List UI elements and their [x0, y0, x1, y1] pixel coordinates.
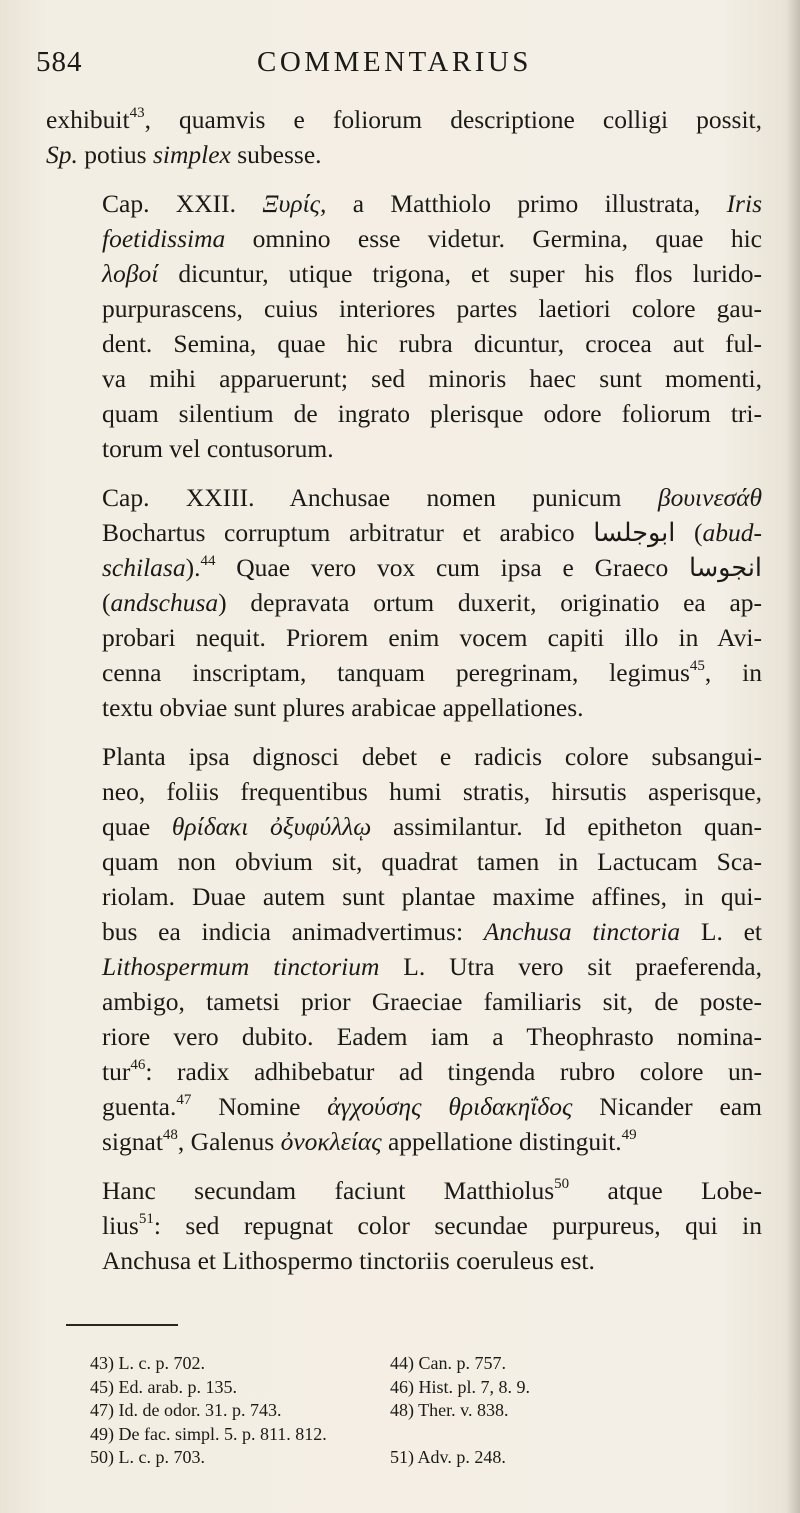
arabic-run: انجوسا: [689, 553, 762, 582]
greek-run: θρίδακι: [171, 812, 249, 841]
text-line: [46, 550, 762, 585]
footnote-row: [90, 1423, 750, 1447]
footnote: 48) Ther. v. 838.: [390, 1400, 509, 1420]
footnote: 51) Adv. p. 248.: [390, 1447, 506, 1467]
greek-run: θριδακηΐδος: [448, 1092, 573, 1121]
footnote-ref: 50: [554, 1176, 570, 1192]
text-line: [46, 102, 762, 137]
text-line: purpurascens, cuius interiores partes laetiori colore gau-: [102, 294, 762, 323]
text-line: dent. Semina, quae hic rubra dicuntur, crocea aut ful-: [102, 329, 762, 358]
footnote-ref: 49: [621, 1127, 637, 1143]
text-run: omnino esse videtur. Germina, quae hic: [225, 224, 762, 253]
text-line: riolam. Duae autem sunt plantae maxime affines, in qui-: [102, 882, 762, 911]
text-run: Quae vero vox cum ipsa e Graeco: [215, 553, 690, 582]
footnote-row: [90, 1399, 750, 1423]
text-run: Hanc secundam faciunt Matthiolus: [102, 1176, 555, 1205]
text-line: ambigo, tametsi prior Graeciae familiaris sit, de poste-: [102, 987, 762, 1016]
footnote-ref: 47: [176, 1092, 192, 1108]
text-run: (: [675, 518, 703, 547]
text-line: [46, 1054, 762, 1089]
text-run: Nomine: [191, 1092, 328, 1121]
text-line: [46, 949, 762, 984]
footnote: 43) L. c. p. 702.: [90, 1353, 205, 1373]
footnote: 47) Id. de odor. 31. p. 743.: [90, 1400, 282, 1420]
paragraph-planta: [46, 739, 762, 1159]
greek-run: βουινεσάθ: [657, 483, 762, 512]
italic-run: schilasa: [102, 553, 186, 582]
text-run: [421, 1092, 448, 1121]
text-line: [46, 1208, 762, 1243]
page-edge-shadow: [786, 0, 800, 1513]
page-number: 584: [36, 46, 83, 78]
footnote: 44) Can. p. 757.: [390, 1353, 506, 1373]
text-run: a Matthiolo primo illustrata,: [326, 189, 727, 218]
footnote-ref: 46: [130, 1057, 146, 1073]
text-line: textu obviae sunt plures arabicae appellationes.: [102, 693, 584, 722]
footnote: 50) L. c. p. 703.: [90, 1447, 205, 1467]
text-line: [46, 1089, 762, 1124]
italic-run: Iris: [726, 189, 762, 218]
footnote-row: [90, 1376, 750, 1400]
text-line: quam silentium de ingrato plerisque odore foliorum tri-: [102, 399, 762, 428]
text-line: [46, 221, 762, 256]
text-run: : radix adhibebatur ad tingenda rubro colore un-: [145, 1057, 762, 1086]
footnote-row: [90, 1446, 750, 1470]
italic-run: foetidissima: [102, 224, 226, 253]
text-run: guenta.: [102, 1092, 177, 1121]
text-line: [46, 1173, 762, 1208]
text-run: lius: [102, 1211, 139, 1240]
text-line: [46, 480, 762, 515]
text-run: ).: [185, 553, 201, 582]
text-run: Cap. XXIII. Anchusae nomen punicum: [102, 483, 658, 512]
text-line: torum vel contusorum.: [102, 434, 334, 463]
greek-run: Ξυρίς,: [262, 189, 327, 218]
text-line: quam non obvium sit, quadrat tamen in Lactucam Sca-: [102, 847, 762, 876]
footnotes: [90, 1352, 750, 1470]
footnote: 46) Hist. pl. 7, 8. 9.: [390, 1376, 531, 1397]
text-run: , quamvis e foliorum descriptione colligi possit,: [144, 105, 762, 134]
italic-run: Lithospermum tinctorium: [102, 952, 380, 981]
text-line: [46, 809, 762, 844]
italic-run: Sp.: [46, 140, 78, 169]
greek-run: ὀνοκλείας: [280, 1127, 382, 1156]
text-line: [46, 1124, 762, 1159]
text-line: Anchusa et Lithospermo tinctoriis coeruleus est.: [102, 1246, 595, 1275]
text-run: Cap. XXII.: [102, 189, 263, 218]
footnote: 45) Ed. arab. p. 135.: [90, 1376, 237, 1397]
paragraph-hanc: [46, 1173, 762, 1278]
text-run: potius: [77, 140, 153, 169]
text-run: assimilantur. Id epitheton quan-: [371, 812, 763, 841]
text-run: , Galenus: [177, 1127, 281, 1156]
text-run: L. et: [680, 917, 762, 946]
footnote-row: [90, 1352, 750, 1376]
text-line: [46, 655, 762, 690]
text-run: cenna inscriptam, tanquam peregrinam, legimus: [102, 658, 690, 687]
italic-run: andschusa: [110, 588, 219, 617]
text-run: , in: [704, 658, 762, 687]
text-run: exhibuit: [46, 105, 130, 134]
text-run: Bochartus corruptum arbitratur et arabico: [102, 518, 594, 547]
text-line: [46, 186, 762, 221]
footnote-separator: [66, 1324, 178, 1326]
italic-run: abud-: [702, 518, 762, 547]
text-run: tur: [102, 1057, 131, 1086]
body-text: [46, 102, 762, 1278]
text-run: appellatione distinguit.: [381, 1127, 622, 1156]
text-line: [46, 515, 762, 550]
arabic-run: ابوجلسا: [593, 518, 676, 547]
text-line: neo, foliis frequentibus humi stratis, hirsutis asperisque,: [102, 777, 762, 806]
text-line: Planta ipsa dignosci debet e radicis colore subsangui-: [102, 742, 762, 771]
greek-run: λοβοί: [102, 259, 159, 288]
footnote-ref: 44: [200, 553, 216, 569]
greek-run: ἀγχούσης: [327, 1092, 422, 1121]
text-run: subesse.: [230, 140, 322, 169]
footnote: 49) De fac. simpl. 5. p. 811. 812.: [90, 1423, 327, 1444]
text-line: [46, 914, 762, 949]
text-run: L. Utra vero sit praeferenda,: [379, 952, 762, 981]
text-line: [46, 137, 762, 172]
text-run: atque Lobe-: [569, 1176, 762, 1205]
paragraph-cap-xxiii: [46, 480, 762, 725]
running-head: COMMENTARIUS: [257, 46, 532, 78]
text-run: signat: [102, 1127, 163, 1156]
text-run: ) depravata ortum duxerit, originatio ea ap-: [218, 588, 762, 617]
footnote-ref: 43: [129, 105, 145, 121]
footnote-ref: 45: [689, 658, 705, 674]
text-run: dicuntur, utique trigona, et super his flos lurido-: [158, 259, 762, 288]
text-run: bus ea indicia animadvertimus:: [102, 917, 484, 946]
footnote-ref: 48: [162, 1127, 178, 1143]
text-run: quae: [102, 812, 172, 841]
text-line: [46, 585, 762, 620]
text-run: Nicander eam: [572, 1092, 763, 1121]
paragraph-cap-xxii: [46, 186, 762, 466]
text-run: (: [102, 588, 111, 617]
text-run: : sed repugnat color secundae purpureus, qui in: [153, 1211, 762, 1240]
text-line: va mihi apparuerunt; sed minoris haec sunt momenti,: [102, 364, 762, 393]
text-run: [248, 812, 270, 841]
text-line: riore vero dubito. Eadem iam a Theophrasto nomina-: [102, 1022, 762, 1051]
page-header: [36, 46, 756, 90]
text-line: probari nequit. Priorem enim vocem capiti illo in Avi-: [102, 623, 762, 652]
paragraph-1: [46, 102, 762, 172]
greek-run: ὀξυφύλλῳ: [270, 812, 372, 841]
text-line: [46, 256, 762, 291]
footnote-ref: 51: [138, 1211, 154, 1227]
italic-run: Anchusa tinctoria: [483, 917, 681, 946]
italic-run: simplex: [152, 140, 231, 169]
